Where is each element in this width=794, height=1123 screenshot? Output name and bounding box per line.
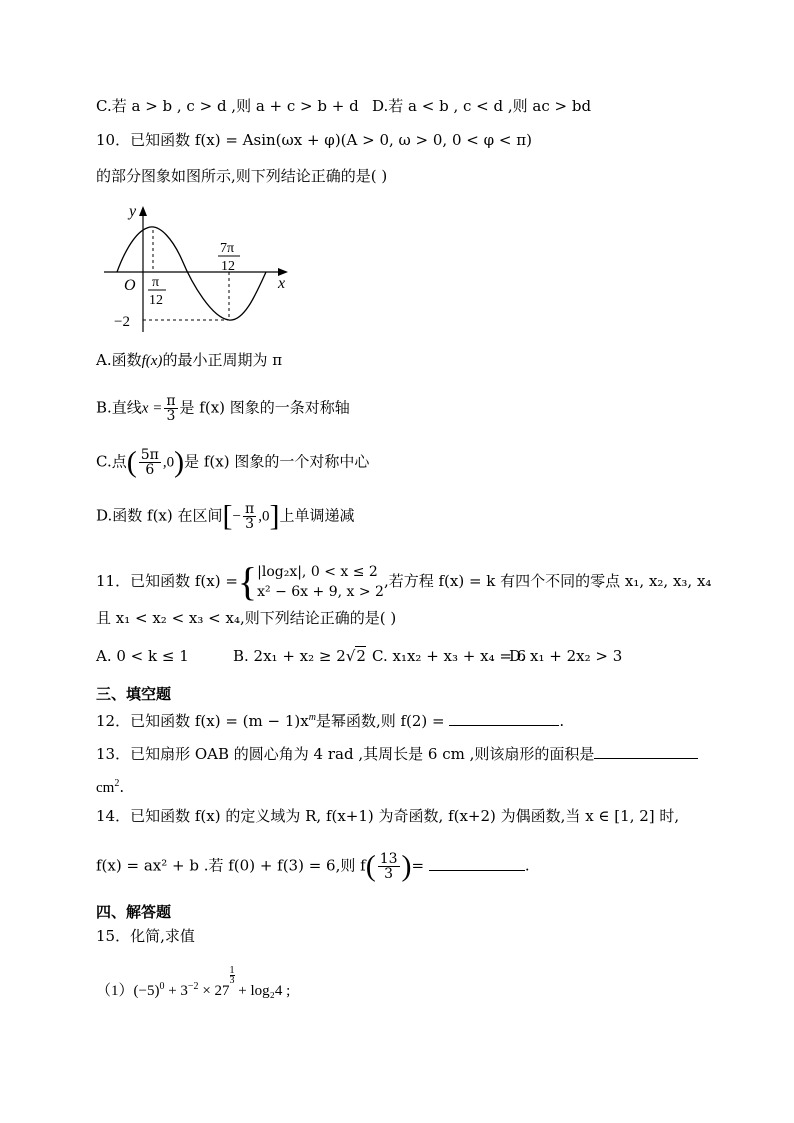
q14-line1: 14．已知函数 f(x) 的定义域为 R, f(x+1) 为奇函数, f(x+2) 为偶函数,当 x ∈ [1, 2] 时,: [96, 807, 680, 825]
q11-stem-line2: 且 x₁ < x₂ < x₃ < x₄,则下列结论正确的是( ): [96, 609, 397, 627]
q10-option-b-suffix: 是 f(x) 图象的一条对称轴: [179, 398, 350, 417]
q10-option-b-var: x =: [141, 400, 163, 417]
q10-stem-line2: 的部分图象如图所示,则下列结论正确的是( ): [96, 167, 388, 185]
q12-answer-blank[interactable]: [449, 711, 559, 726]
q10-option-d: [96, 499, 355, 533]
frac-num: π: [166, 393, 176, 409]
q12: [96, 708, 564, 731]
tick-7pi-12-den: 12: [221, 259, 235, 274]
q10-option-b: [96, 394, 350, 423]
q11-option-c: C. x₁x₂ + x₃ + x₄ = 6: [372, 647, 527, 665]
q10-option-b-frac: [164, 394, 177, 423]
paren-left: (: [365, 849, 376, 883]
tick-pi-12-den: 12: [149, 293, 163, 308]
frac-num: 13: [379, 851, 398, 867]
q12-text: 12．已知函数 f(x) = (m − 1)x: [96, 712, 309, 730]
q10-option-c-prefix: C.点: [96, 452, 127, 471]
q10-option-c: [96, 445, 370, 479]
tick-7pi-12-num: 7π: [220, 241, 235, 256]
q10-option-d-suffix: 上单调递减: [279, 506, 355, 525]
q14-answer-blank[interactable]: [429, 856, 525, 871]
q11-piecewise: [257, 562, 384, 602]
q10-option-c-frac: [139, 448, 161, 477]
frac-den: 3: [384, 866, 394, 882]
piecewise-brace: {: [237, 559, 258, 604]
x-axis-label: x: [278, 275, 286, 292]
q11-piece-1: |log₂x|, 0 < x ≤ 2: [257, 564, 378, 580]
sqrt-sign: √: [345, 647, 356, 665]
q15-p1-sup1: −2: [187, 981, 199, 992]
q13-unit-sup: 2: [114, 778, 120, 789]
q11-option-a: A. 0 < k ≤ 1: [96, 647, 189, 665]
exp-den: 3: [229, 975, 235, 986]
q9-option-c: C.若 a > b , c > d ,则 a + c > b + d: [96, 97, 359, 115]
q9-option-d: D.若 a < b , c < d ,则 ac > bd: [372, 97, 592, 115]
q11-stem-line1: [96, 559, 712, 604]
q13-unit: cm: [96, 780, 115, 796]
section-fill-in: 三、填空题: [96, 685, 172, 703]
frac-num: π: [244, 501, 255, 517]
q10-option-d-frac: [243, 502, 256, 531]
q14-eq: =: [411, 856, 425, 875]
q12-text2: 是幂函数,则 f(2) =: [315, 712, 445, 730]
frac-den: 3: [166, 408, 176, 424]
q13-answer-blank[interactable]: [594, 744, 698, 759]
q10-option-a: [96, 350, 282, 371]
q15-p1-mid2: × 27: [198, 983, 230, 999]
q14-line2-pre: f(x) = ax² + b .若 f(0) + f(3) = 6,则 f: [96, 856, 366, 875]
q11-prefix: 11．已知函数 f(x) =: [96, 572, 238, 590]
q14-end: .: [524, 856, 530, 875]
q10-option-a-fx: f(x): [141, 353, 163, 369]
q15-p1-sup0: 0: [159, 981, 165, 992]
q10-option-c-suffix: 是 f(x) 图象的一个对称中心: [184, 452, 370, 471]
paren-left: (: [126, 445, 137, 479]
frac-den: 6: [145, 462, 155, 478]
bracket-left: [: [222, 499, 233, 533]
origin-label: O: [124, 277, 136, 294]
q10-option-c-tail: ,0: [162, 454, 175, 471]
q11-option-b-text: B. 2x₁ + x₂ ≥ 2: [233, 647, 346, 665]
q13-end: .: [119, 778, 125, 796]
q15-p1-mid: + 3: [164, 983, 188, 999]
q10-option-d-minus: −: [232, 508, 241, 525]
q10-option-a-suffix: 的最小正周期为 π: [162, 351, 283, 369]
q14-frac: [378, 852, 400, 881]
q12-exponent: m: [308, 712, 316, 723]
q11-option-b: [233, 646, 366, 666]
q15-part1: [96, 966, 290, 1001]
q14-line2: [96, 849, 530, 883]
exp-num: 1: [229, 965, 235, 976]
q10-stem-line1: 10．已知函数 f(x) = Asin(ωx + φ)(A > 0, ω > 0, 0 < φ < π): [96, 131, 532, 149]
q15-p1-pre: （1）(−5): [96, 983, 160, 999]
paren-right: ): [401, 849, 412, 883]
frac-num: 5π: [140, 447, 159, 463]
sqrt-radicand: 2: [356, 647, 366, 665]
section-answer: 四、解答题: [96, 903, 172, 921]
min-value-label: −2: [114, 314, 130, 330]
bracket-right: ]: [269, 499, 280, 533]
tick-pi-12-num: π: [152, 275, 160, 290]
paren-right: ): [174, 445, 185, 479]
q10-option-d-tail: ,0: [258, 508, 270, 525]
q12-end: .: [559, 712, 565, 730]
frac-den: 3: [245, 516, 255, 532]
y-axis-label: y: [129, 203, 137, 220]
q13: [96, 744, 698, 764]
sine-curve: [117, 227, 266, 320]
y-axis-arrow: [139, 206, 147, 216]
q15-p1-end: + log₂4 ;: [234, 983, 291, 999]
q15-title: 15．化简,求值: [96, 927, 195, 945]
q10-option-b-prefix: B.直线: [96, 398, 142, 417]
q13-text: 13．已知扇形 OAB 的圆心角为 4 rad ,其周长是 6 cm ,则该扇形的面积是: [96, 745, 595, 763]
q10-option-d-prefix: D.函数 f(x) 在区间: [96, 506, 223, 525]
q11-suffix: ,若方程 f(x) = k 有四个不同的零点 x₁, x₂, x₃, x₄: [383, 572, 712, 590]
q13-unit-line: [96, 774, 124, 798]
q10-sine-graph: [100, 198, 300, 338]
q10-option-a-prefix: A.函数: [96, 351, 142, 369]
q11-option-d: D. x₁ + 2x₂ > 3: [509, 647, 623, 665]
q11-piece-2: x² − 6x + 9, x > 2: [257, 584, 384, 600]
